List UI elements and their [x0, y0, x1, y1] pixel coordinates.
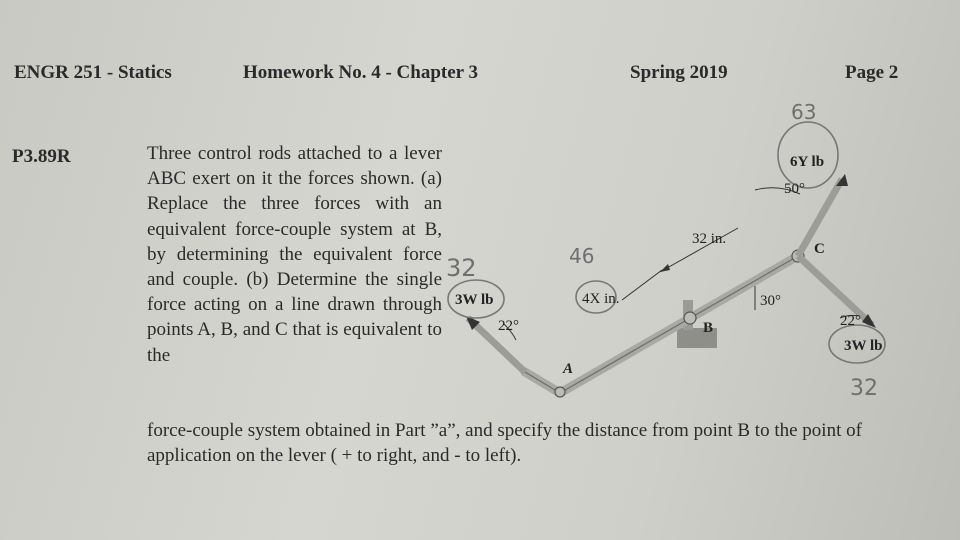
angle-left-label: 22° — [498, 318, 519, 334]
angle-top-label: 50° — [784, 181, 805, 197]
point-c-label: C — [814, 241, 825, 257]
angle-right-label: 22° — [840, 313, 861, 329]
force-right-label: 3W lb — [844, 338, 883, 354]
length-label: 32 in. — [692, 231, 727, 247]
force-left-label: 3W lb — [455, 292, 494, 308]
moment-dim-line — [622, 270, 662, 300]
problem-number: P3.89R — [12, 146, 71, 167]
length-dim-arrow — [660, 264, 670, 272]
handwritten-63: 63 — [791, 100, 817, 124]
force-top-label: 6Y lb — [790, 154, 825, 170]
problem-statement: Three control rods attached to a lever ABC exert on it the forces shown. (a) Replace the three forces with an equivalent force-couple system at B, by determining the equivalent force and couple. (b) Determine the single force acting on a line drawn through points A, B, and C that is equivalent to the — [147, 143, 442, 366]
lever-short-edge — [525, 372, 560, 393]
point-a-label: A — [563, 361, 574, 377]
handwritten-46: 46 — [569, 244, 595, 268]
course-title: ENGR 251 - Statics — [14, 62, 172, 83]
handwritten-32-right: 32 — [850, 376, 878, 401]
homework-title: Homework No. 4 - Chapter 3 — [243, 62, 479, 83]
handwritten-32-left: 32 — [446, 254, 477, 282]
problem-statement-continued: force-couple system obtained in Part ”a”, and specify the distance from point B to the point of application on the lever ( + to right, and - to left). — [147, 420, 862, 466]
lever-long-edge — [560, 256, 798, 393]
angle-lever-label: 30° — [760, 293, 781, 309]
pin-b — [684, 312, 696, 324]
moment-label: 4X in. — [582, 291, 620, 307]
point-b-label: B — [703, 320, 714, 336]
page-number: Page 2 — [845, 62, 899, 83]
term-label: Spring 2019 — [630, 62, 728, 83]
pin-a — [555, 387, 565, 397]
